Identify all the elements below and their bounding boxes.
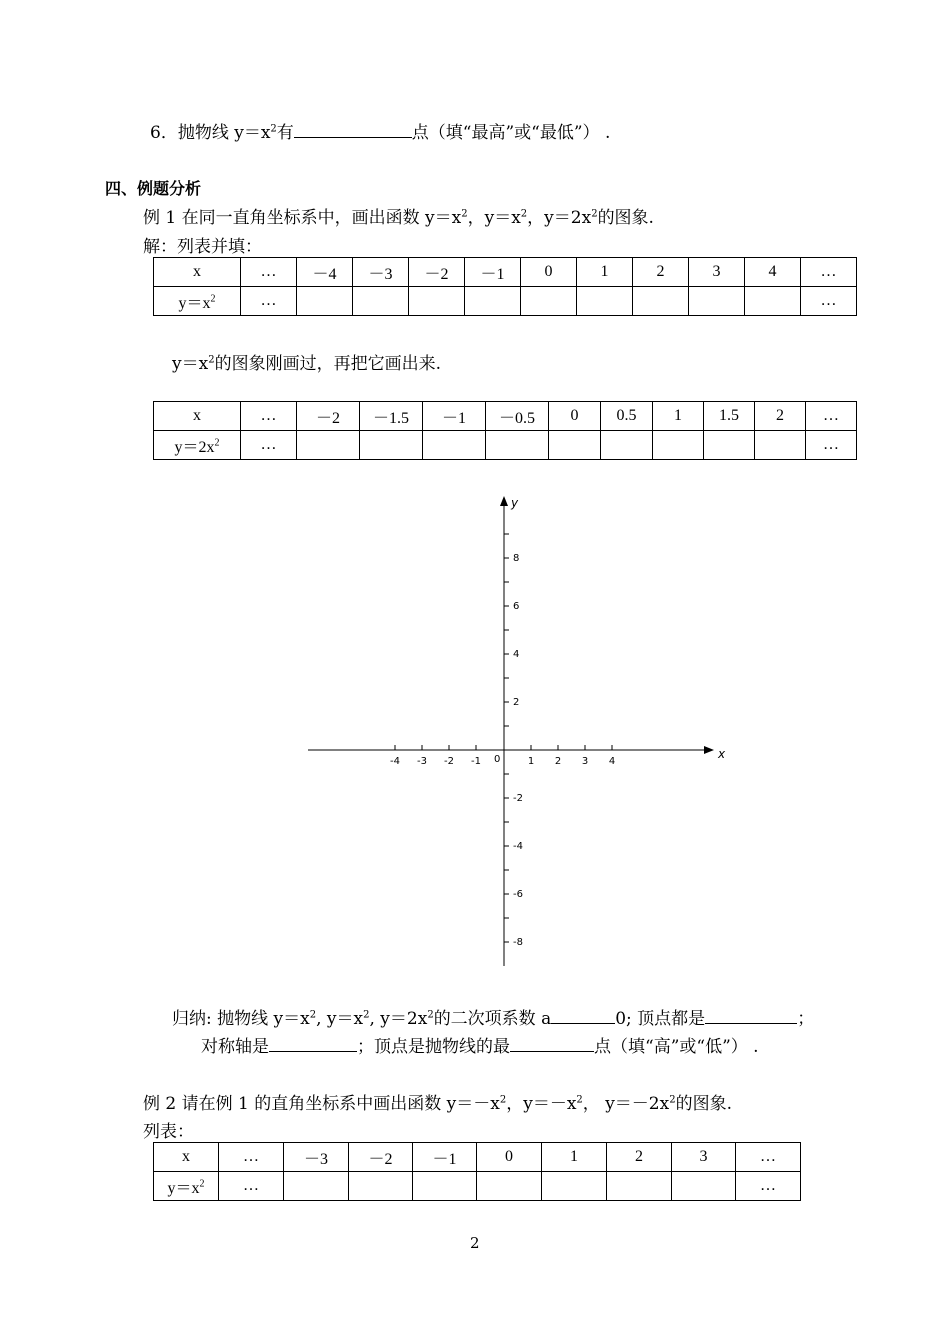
answer-cell[interactable] bbox=[755, 431, 806, 460]
table-row-y bbox=[154, 287, 857, 316]
row-label-y: $y=2x^2$ bbox=[154, 431, 241, 460]
answer-cell[interactable] bbox=[745, 287, 801, 316]
answer-cell[interactable] bbox=[423, 431, 486, 460]
answer-cell[interactable] bbox=[297, 287, 353, 316]
list-label: 列表： bbox=[143, 1122, 194, 1142]
x-tick-label: 4 bbox=[608, 756, 616, 767]
coefficient-blank[interactable] bbox=[551, 1008, 615, 1024]
answer-cell[interactable] bbox=[633, 287, 689, 316]
row-label-x: x bbox=[154, 1143, 219, 1172]
vertex-blank[interactable] bbox=[705, 1008, 797, 1024]
answer-cell[interactable] bbox=[477, 1172, 542, 1201]
y-axis-arrow bbox=[500, 496, 508, 506]
y-tick-label: -6 bbox=[513, 889, 523, 900]
table-cell: －1 bbox=[465, 258, 521, 287]
table-cell: －1 bbox=[413, 1143, 477, 1172]
origin-label: 0 bbox=[494, 754, 501, 765]
table-cell: 0 bbox=[549, 402, 601, 431]
row-label-x: x bbox=[154, 258, 241, 287]
table-row-x bbox=[154, 402, 857, 431]
row-label-y: $y=x^2$ bbox=[154, 1172, 219, 1201]
question-6: 6．抛物线 $y=x^2$有 点（填“最高”或“最低”） . bbox=[150, 123, 611, 143]
x-axis-label: x bbox=[718, 747, 726, 761]
axis-blank[interactable] bbox=[269, 1036, 357, 1052]
extreme-blank[interactable] bbox=[510, 1036, 594, 1052]
answer-cell[interactable] bbox=[465, 287, 521, 316]
y-tick-label: 2 bbox=[513, 697, 520, 708]
page-number: 2 bbox=[470, 1234, 480, 1252]
table-cell: … bbox=[736, 1143, 801, 1172]
table-cell: －1.5 bbox=[360, 402, 423, 431]
coordinate-graph[interactable] bbox=[300, 490, 740, 975]
table-cell: －1 bbox=[423, 402, 486, 431]
answer-cell[interactable] bbox=[542, 1172, 607, 1201]
answer-cell[interactable] bbox=[413, 1172, 477, 1201]
table-cell: 4 bbox=[745, 258, 801, 287]
y-tick-label: -8 bbox=[513, 937, 523, 948]
answer-cell[interactable] bbox=[672, 1172, 736, 1201]
table-cell: … bbox=[806, 402, 857, 431]
summary-line-1: 归纳: 抛物线 $y=x^2$, $y=x^2$, $y=2x^2$的二次项系数 a 0; 顶点都是 ； bbox=[172, 1009, 815, 1029]
answer-cell[interactable] bbox=[704, 431, 755, 460]
row-label-x: x bbox=[154, 402, 241, 431]
x-axis-arrow bbox=[704, 746, 714, 754]
section-title: 四、例题分析 bbox=[105, 179, 202, 198]
table-cell: … bbox=[806, 431, 857, 460]
table-cell: 0.5 bbox=[601, 402, 653, 431]
table-row-y bbox=[154, 1172, 801, 1201]
answer-cell[interactable] bbox=[409, 287, 465, 316]
y-tick-label: 6 bbox=[513, 601, 520, 612]
x-tick-label: 3 bbox=[581, 756, 589, 767]
table-cell: … bbox=[241, 431, 297, 460]
table-cell: 1.5 bbox=[704, 402, 755, 431]
redraw-note: $y=x^2$的图象刚画过，再把它画出来. bbox=[172, 354, 441, 374]
table-row-y bbox=[154, 431, 857, 460]
table-cell: 1 bbox=[653, 402, 704, 431]
answer-cell[interactable] bbox=[577, 287, 633, 316]
answer-cell[interactable] bbox=[607, 1172, 672, 1201]
example-1-intro: 例 1 在同一直角坐标系中，画出函数 $y=x^2$，$y=x^2$，$y=2x^2$的图象. bbox=[143, 208, 654, 228]
x-tick-label: 1 bbox=[527, 756, 535, 767]
answer-cell[interactable] bbox=[486, 431, 549, 460]
table-cell: … bbox=[219, 1172, 284, 1201]
table-cell: －3 bbox=[353, 258, 409, 287]
table-cell: 1 bbox=[542, 1143, 607, 1172]
table-row-x bbox=[154, 258, 857, 287]
y-tick-label: 8 bbox=[513, 553, 520, 564]
answer-cell[interactable] bbox=[349, 1172, 413, 1201]
answer-cell[interactable] bbox=[297, 431, 360, 460]
answer-cell[interactable] bbox=[521, 287, 577, 316]
table-y-2x2 bbox=[153, 401, 857, 460]
answer-cell[interactable] bbox=[353, 287, 409, 316]
y-ticks bbox=[504, 534, 509, 942]
table-cell: －4 bbox=[297, 258, 353, 287]
table-cell: … bbox=[241, 258, 297, 287]
answer-cell[interactable] bbox=[284, 1172, 349, 1201]
table-cell: … bbox=[241, 287, 297, 316]
table-cell: … bbox=[801, 258, 857, 287]
summary-line-2: 对称轴是 ；顶点是抛物线的最 点（填“高”或“低”） . bbox=[201, 1037, 759, 1057]
table-cell: －0.5 bbox=[486, 402, 549, 431]
table-cell: 2 bbox=[633, 258, 689, 287]
table-cell: －2 bbox=[297, 402, 360, 431]
y-tick-label: -4 bbox=[513, 841, 523, 852]
answer-blank[interactable] bbox=[294, 122, 412, 138]
answer-cell[interactable] bbox=[653, 431, 704, 460]
table-cell: 3 bbox=[689, 258, 745, 287]
solution-label: 解：列表并填： bbox=[143, 237, 262, 257]
x-tick-label: -4 bbox=[390, 756, 400, 767]
table-cell: 0 bbox=[477, 1143, 542, 1172]
table-cell: －2 bbox=[409, 258, 465, 287]
answer-cell[interactable] bbox=[549, 431, 601, 460]
table-cell: 1 bbox=[577, 258, 633, 287]
table-cell: … bbox=[736, 1172, 801, 1201]
x-tick-label: -1 bbox=[471, 756, 481, 767]
answer-cell[interactable] bbox=[689, 287, 745, 316]
table-cell: －2 bbox=[349, 1143, 413, 1172]
row-label-y: $y=x^2$ bbox=[154, 287, 241, 316]
example-2-intro: 例 2 请在例 1 的直角坐标系中画出函数 $y=-x^2$，$y=-x^2$， $y=-2x^2$的图象. bbox=[143, 1094, 732, 1114]
table-row-x bbox=[154, 1143, 801, 1172]
x-tick-label: -3 bbox=[417, 756, 427, 767]
table-cell: 0 bbox=[521, 258, 577, 287]
table-y-x2 bbox=[153, 257, 857, 316]
table-cell: 2 bbox=[755, 402, 806, 431]
answer-cell[interactable] bbox=[360, 431, 423, 460]
table-example-2 bbox=[153, 1142, 801, 1201]
x-tick-label: -2 bbox=[444, 756, 454, 767]
table-cell: 3 bbox=[672, 1143, 736, 1172]
x-tick-label: 2 bbox=[554, 756, 562, 767]
table-cell: … bbox=[219, 1143, 284, 1172]
table-cell: … bbox=[241, 402, 297, 431]
x-tick-labels bbox=[390, 756, 615, 767]
y-tick-label: 4 bbox=[513, 649, 520, 660]
table-cell: －3 bbox=[284, 1143, 349, 1172]
y-tick-label: -2 bbox=[513, 793, 523, 804]
answer-cell[interactable] bbox=[601, 431, 653, 460]
table-cell: 2 bbox=[607, 1143, 672, 1172]
y-axis-label: y bbox=[511, 496, 519, 510]
table-cell: … bbox=[801, 287, 857, 316]
